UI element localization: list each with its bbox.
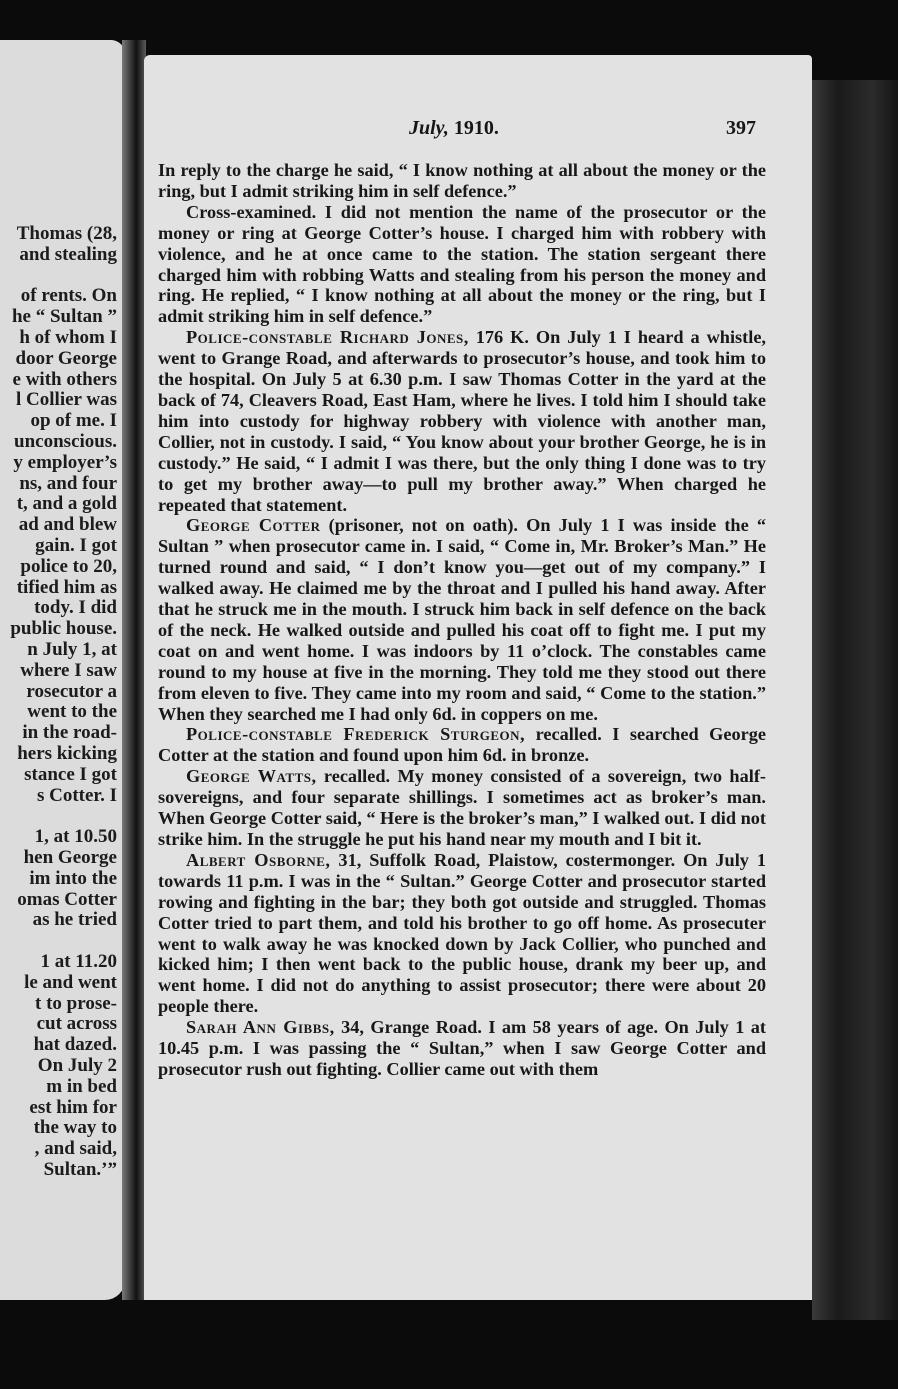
right-page: [144, 55, 812, 1300]
left-page-fragment: cut across: [36, 1013, 117, 1035]
left-page-fragment: e with others: [12, 368, 117, 390]
paragraph: [158, 202, 766, 327]
left-page-fragment: 1, at 10.50: [34, 826, 117, 848]
left-page-fragment: le and went: [24, 971, 117, 993]
witness-name: Sarah Ann Gibbs,: [186, 1017, 335, 1038]
left-page-fragment: tody. I did: [34, 597, 117, 619]
paragraph-text: 176 K. On July 1 I heard a whistle, went to Grange Road, and afterwards to prosecutor’s house, and took him to the hospital. On July 5 at 6.30 p.m. I saw Thomas Cotter in the yard at the back of 74, Cleavers Road, East Ham, where he lives. I told him I should take him into custody for highway robbery with violence with another man, Collier, not in custody. I said, “ You know about your brother George, he is in custody.” He said, “ I admit I was there, but the only thing I done was to try to get my brother away—to pull my brother away.” When charged he repeated that statement.: [158, 327, 767, 515]
paragraph-text: recalled. I searched George Cotter at the station and found upon him 6d. in bronze.: [158, 724, 766, 766]
left-page-fragment: y employer’s: [13, 451, 117, 473]
header-year: 1910.: [453, 117, 499, 139]
left-page-fragment: Thomas (28,: [16, 223, 117, 244]
left-page-fragment: m in bed: [46, 1075, 117, 1097]
left-page-fragment: the way to: [33, 1117, 117, 1139]
header-date: [409, 117, 499, 140]
header-month: July,: [409, 117, 449, 139]
paragraph-text: recalled. My money consisted of a sovereign, two half-sovereigns, and four separate shillings. I sometimes act as broker’s man. When George Cotter said, “ Here is the broker’s man,” I walked out. I did not strike him. In the struggle he put his hand near my mouth and I bit it.: [158, 766, 767, 849]
body-text: [158, 160, 766, 1080]
left-page-fragment: t, and a gold: [16, 493, 117, 515]
paragraph-text: In reply to the charge he said, “ I know nothing at all about the money or the ring, but I admit striking him in self defence.”: [158, 160, 766, 201]
left-page-fragment: gain. I got: [35, 535, 117, 556]
left-page-fragment: n July 1, at: [27, 639, 117, 660]
paragraph-text: Cross-examined. I did not mention the name of the prosecutor or the money or ring at George Cotter’s house. I charged him with robbery with violence, and he at once came to the station. The station sergeant there charged him with robbing Watts and stealing from his person the money and ring. He replied, “ I know nothing at all about the money or the ring, but I admit striking him in self defence.”: [158, 201, 766, 327]
right-page-edge: [812, 80, 898, 1320]
left-page-fragment: h of whom I: [19, 327, 117, 348]
running-header: [144, 117, 764, 141]
left-page-fragment: in the road-: [22, 722, 117, 744]
left-page-fragment: op of me. I: [30, 410, 117, 432]
left-page-fragment: stance I got: [24, 763, 117, 785]
paragraph: [158, 327, 766, 515]
paragraph: [158, 850, 766, 1017]
left-page-fragment: ad and blew: [18, 514, 117, 536]
paragraph-text: 34, Grange Road. I am 58 years of age. On July 1 at 10.45 p.m. I was passing the “ Sultan,” when I saw George Cotter and prosecutor rush out fighting. Collier came out with them: [158, 1017, 766, 1079]
paragraph: [158, 515, 766, 724]
left-page-fragment: l Collier was: [16, 389, 117, 411]
left-page-fragment: im into the: [29, 867, 117, 889]
paragraph-text: (prisoner, not on oath). On July 1 I was inside the “ Sultan ” when prosecutor came in. I said, “ Come in, Mr. Broker’s Man.” He turned round and said, “ I don’t know you—get out of my company.” I walked away. He claimed me by the throat and I pulled his hand away. After that he struck me in the mouth. I struck him back in self defence on the back of the neck. He walked outside and pulled his coat off to fight me. I put my coat on and went home. I was indoors by 11 o’clock. The constables came round to my house at five in the morning. They told me they stood out there from eleven to five. They came into my room and said, “ Come to the station.” When they searched me I had only 6d. in coppers on me.: [158, 515, 766, 724]
left-page-fragment: where I saw: [20, 659, 117, 681]
left-page-fragment: , and said,: [34, 1138, 117, 1160]
left-page-fragment: hen George: [23, 847, 117, 868]
book-gutter: [122, 40, 146, 1300]
left-page-fragment: rosecutor a: [26, 680, 117, 702]
witness-name: Police-constable Richard Jones,: [186, 327, 469, 348]
witness-name: Police-constable Frederick Sturgeon,: [186, 724, 526, 745]
page-number: 397: [726, 117, 756, 139]
paragraph: [158, 724, 766, 766]
left-page-fragment: ns, and four: [19, 472, 117, 494]
paragraph: [158, 1017, 766, 1080]
left-page-fragment: unconscious.: [14, 431, 117, 452]
left-page-fragment: 1 at 11.20: [40, 951, 117, 972]
left-page-fragment: est him for: [29, 1096, 117, 1118]
left-page-fragment: as he tried: [32, 909, 117, 931]
left-page-fragment: public house.: [10, 618, 117, 640]
witness-name: George Cotter: [186, 515, 321, 536]
left-page-fragment: hers kicking: [17, 743, 117, 764]
paragraph: [158, 160, 766, 202]
paragraph: [158, 766, 766, 850]
left-page-fragment: door George: [15, 347, 117, 369]
left-page-fragment: went to the: [27, 701, 117, 723]
witness-name: Albert Osborne,: [186, 849, 331, 870]
left-page: [0, 40, 125, 1300]
left-page-fragment: of rents. On: [20, 285, 117, 307]
witness-name: George Watts,: [186, 766, 317, 787]
left-page-fragment: omas Cotter: [17, 888, 117, 910]
left-page-fragment: Sultan.’”: [43, 1159, 117, 1180]
paragraph-text: 31, Suffolk Road, Plaistow, costermonger. On July 1 towards 11 p.m. I was in the “ Sultan.” George Cotter and prosecutor started rowing and fighting in the bar; they both got outside and struggled. Thomas Cotter tried to part them, and told his brother to go off home. As prosecuter went to walk away he was knocked down by Jack Collier, who punched and kicked him; I then went back to the public house, drank my beer up, and went home. I did not do anything to assist prosecutor; there were about 20 people there.: [158, 849, 767, 1017]
left-page-fragment: t to prose-: [35, 992, 117, 1014]
left-page-fragment: hat dazed.: [33, 1034, 117, 1056]
left-page-fragment: police to 20,: [20, 555, 117, 577]
left-page-fragment: he “ Sultan ”: [11, 306, 117, 328]
left-page-fragment: tified him as: [16, 576, 117, 598]
left-page-fragment: On July 2: [37, 1055, 117, 1076]
left-page-fragment: s Cotter. I: [36, 784, 117, 806]
left-page-fragment: and stealing: [19, 243, 117, 265]
